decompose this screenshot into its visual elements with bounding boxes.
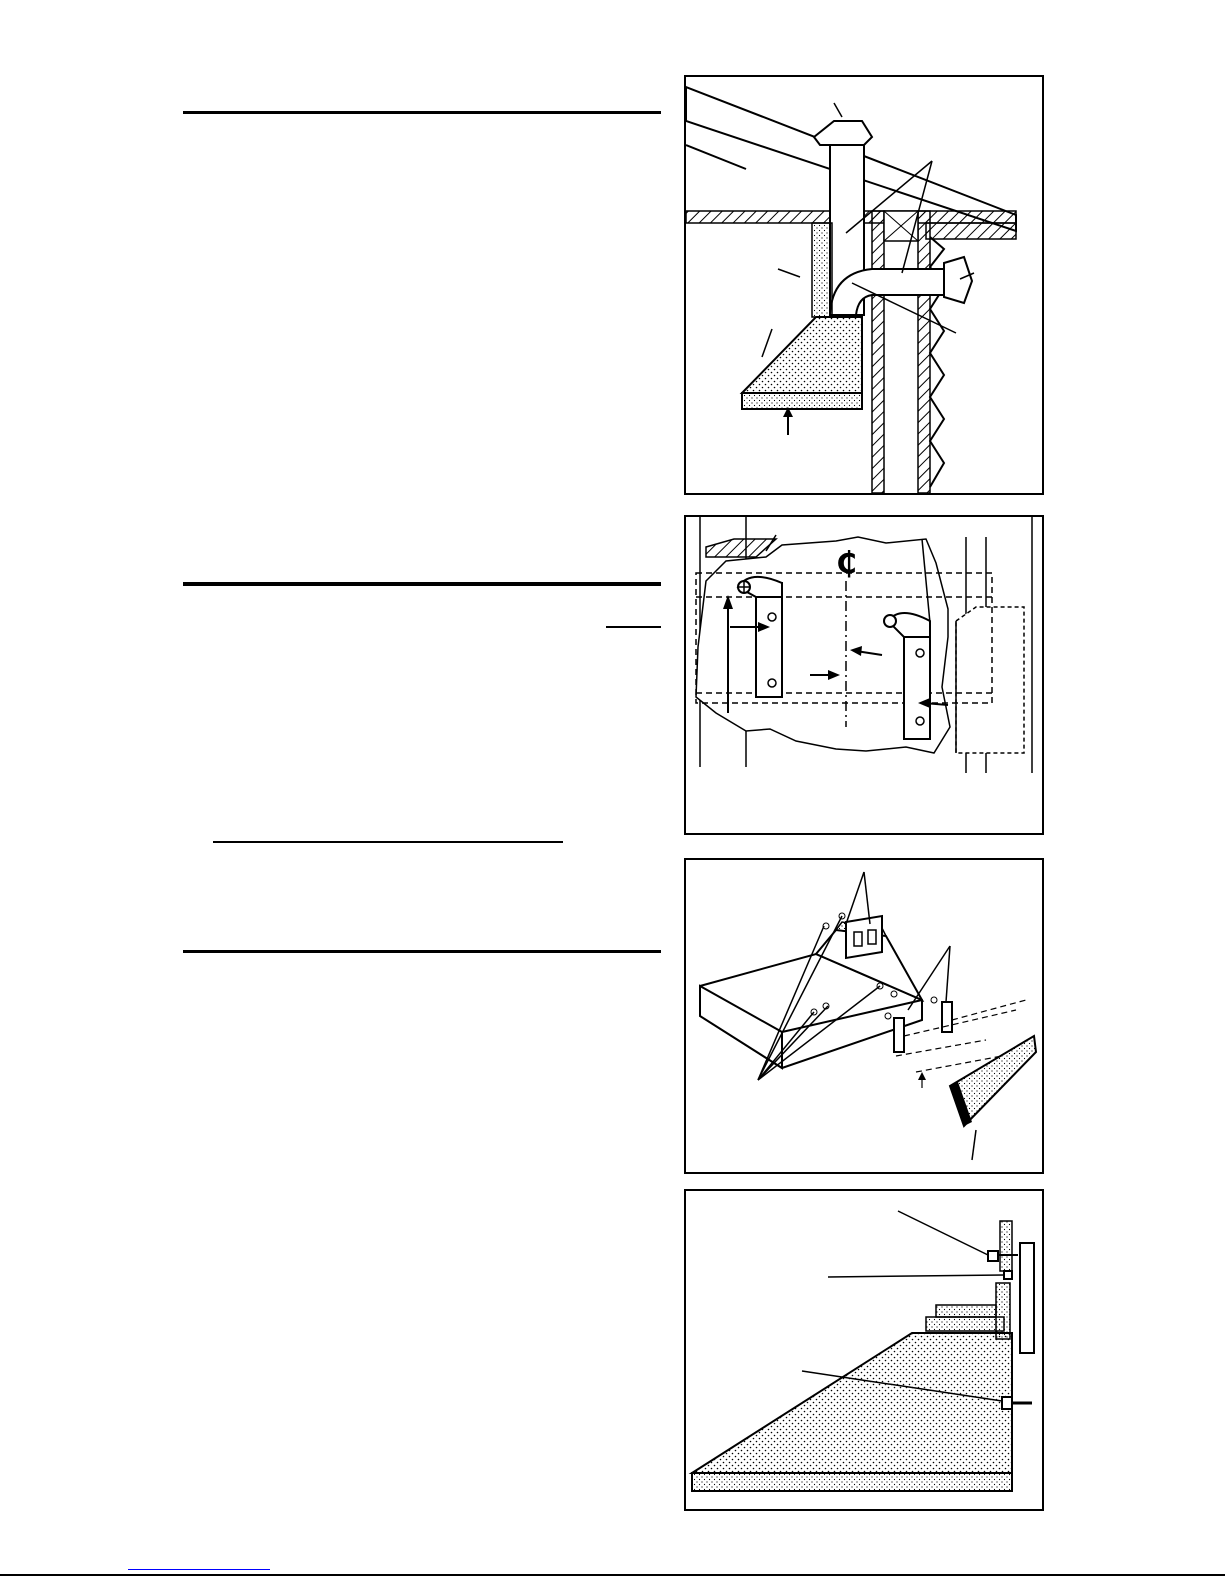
underline-rule <box>213 841 563 843</box>
figure-2-wall-brackets <box>684 515 1044 835</box>
figure-3-drawing <box>686 860 1042 1172</box>
section-rule-3 <box>183 950 661 953</box>
section-rule-1 <box>183 111 661 114</box>
centerline-symbol: ₵ <box>836 546 857 581</box>
figure-1-drawing <box>686 77 1042 493</box>
short-rule <box>606 626 661 628</box>
figure-4-side-view <box>684 1189 1044 1511</box>
footer-link-underline[interactable] <box>128 1569 270 1570</box>
section-rule-2 <box>183 582 661 586</box>
figure-4-drawing <box>686 1191 1042 1509</box>
figure-1-roof-venting <box>684 75 1044 495</box>
figure-3-bracket-assembly <box>684 858 1044 1174</box>
footer-rule <box>0 1574 1225 1576</box>
figure-2-drawing <box>686 517 1042 833</box>
